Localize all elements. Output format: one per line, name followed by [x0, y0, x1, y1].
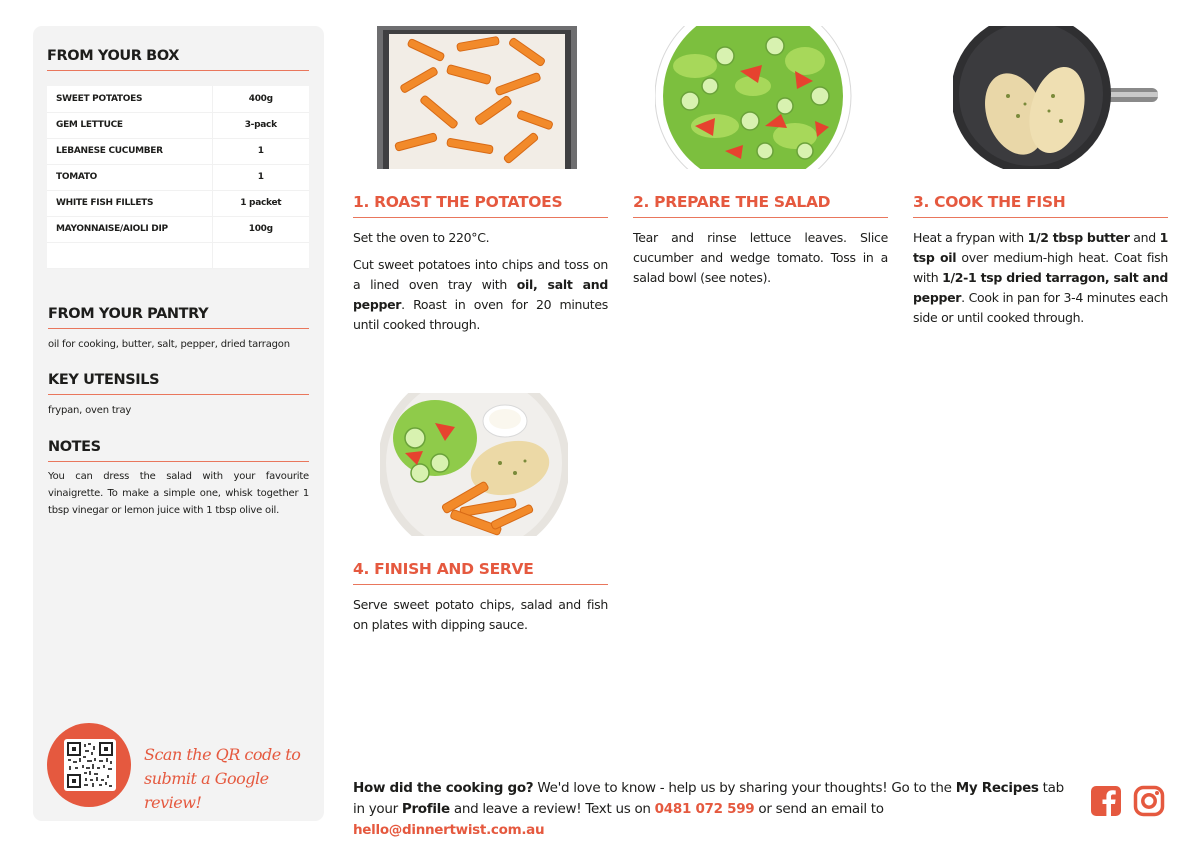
step-4 — [353, 393, 608, 653]
utensils-text: frypan, oven tray — [48, 405, 132, 416]
notes-text: You can dress the salad with your favourite vinaigrette. To make a simple one, whisk together 1 tbsp vinegar or lemon juice with 1 tbsp olive oil. — [48, 471, 309, 516]
notes-heading: NOTES — [48, 439, 309, 462]
ingredient-qty: 1 — [212, 164, 309, 190]
step-3-body — [913, 228, 1168, 335]
sidebar — [33, 26, 324, 821]
pantry-text: oil for cooking, butter, salt, pepper, dried tarragon — [48, 339, 290, 350]
footer-question: How did the cooking go? — [353, 780, 534, 796]
ingredient-name: WHITE FISH FILLETS — [47, 190, 212, 216]
salad-bowl-image — [655, 26, 852, 169]
plated-meal-image — [380, 393, 568, 536]
review-footer: How did the cooking go? We'd love to know - help us by sharing your thoughts! Go to the My Recipes tab in your Profile and leave a review! Text us on 0481 072 599 or send an email to hello@dinnertwist.com.au — [353, 780, 1064, 838]
my-recipes-label: My Recipes — [955, 780, 1039, 796]
table-row-empty — [47, 242, 309, 268]
ingredient-qty: 3-pack — [212, 112, 309, 138]
step-1-text: Set the oven to 220°C. — [353, 230, 490, 245]
step-2-title: 2. PREPARE THE SALAD — [633, 193, 888, 218]
step-3 — [913, 26, 1168, 346]
key-utensils-heading: KEY UTENSILS — [48, 372, 309, 395]
email-link[interactable]: hello@dinnertwist.com.au — [353, 822, 545, 838]
qr-badge — [47, 723, 131, 807]
step-2-body — [633, 228, 888, 295]
qr-caption-line: submit a Google review! — [144, 769, 269, 812]
ingredients-table — [47, 86, 309, 269]
table-row — [47, 190, 309, 216]
roasted-sweet-potato-image — [377, 26, 577, 169]
from-your-box-heading: FROM YOUR BOX — [47, 48, 309, 71]
ingredient-name: LEBANESE CUCUMBER — [47, 138, 212, 164]
phone-link[interactable]: 0481 072 599 — [654, 801, 755, 817]
ingredient-name: GEM LETTUCE — [47, 112, 212, 138]
ingredient-name: MAYONNAISE/AIOLI DIP — [47, 216, 212, 242]
table-row — [47, 164, 309, 190]
table-row — [47, 112, 309, 138]
ingredient-qty: 100g — [212, 216, 309, 242]
step-3-text: Heat a frypan with 1/2 tbsp butter and 1 tsp oil over medium-high heat. Coat fish with 1/2-1 tsp dried tarragon, salt and pepper. Cook in pan for 3-4 minutes each side or until cooked through. — [913, 230, 1169, 325]
qr-caption — [144, 743, 324, 815]
qr-caption-line: Scan the QR code to — [144, 745, 301, 764]
step-4-body — [353, 595, 608, 642]
profile-label: Profile — [401, 801, 450, 817]
facebook-icon[interactable] — [1090, 785, 1122, 817]
step-4-text: Serve sweet potato chips, salad and fish on plates with dipping sauce. — [353, 597, 608, 632]
step-2 — [633, 26, 888, 346]
table-row — [47, 216, 309, 242]
ingredient-qty: 400g — [212, 86, 309, 112]
ingredient-name: SWEET POTATOES — [47, 86, 212, 112]
qr-code-icon[interactable] — [64, 739, 116, 791]
ingredient-qty: 1 packet — [212, 190, 309, 216]
table-row — [47, 86, 309, 112]
step-1-text: Cut sweet potatoes into chips and toss on a lined oven tray with oil, salt and pepper. Roast in oven for 20 minutes until cooked through. — [353, 257, 608, 332]
step-1 — [353, 26, 608, 346]
fish-in-frypan-image — [953, 26, 1158, 169]
table-row — [47, 138, 309, 164]
from-your-pantry-heading: FROM YOUR PANTRY — [48, 306, 309, 329]
instagram-icon[interactable] — [1133, 785, 1165, 817]
ingredient-qty: 1 — [212, 138, 309, 164]
step-2-text: Tear and rinse lettuce leaves. Slice cucumber and wedge tomato. Toss in a salad bowl (see notes). — [633, 230, 888, 285]
step-1-title: 1. ROAST THE POTATOES — [353, 193, 608, 218]
step-1-body — [353, 228, 608, 342]
ingredient-name: TOMATO — [47, 164, 212, 190]
step-3-title: 3. COOK THE FISH — [913, 193, 1168, 218]
step-4-title: 4. FINISH AND SERVE — [353, 560, 608, 585]
